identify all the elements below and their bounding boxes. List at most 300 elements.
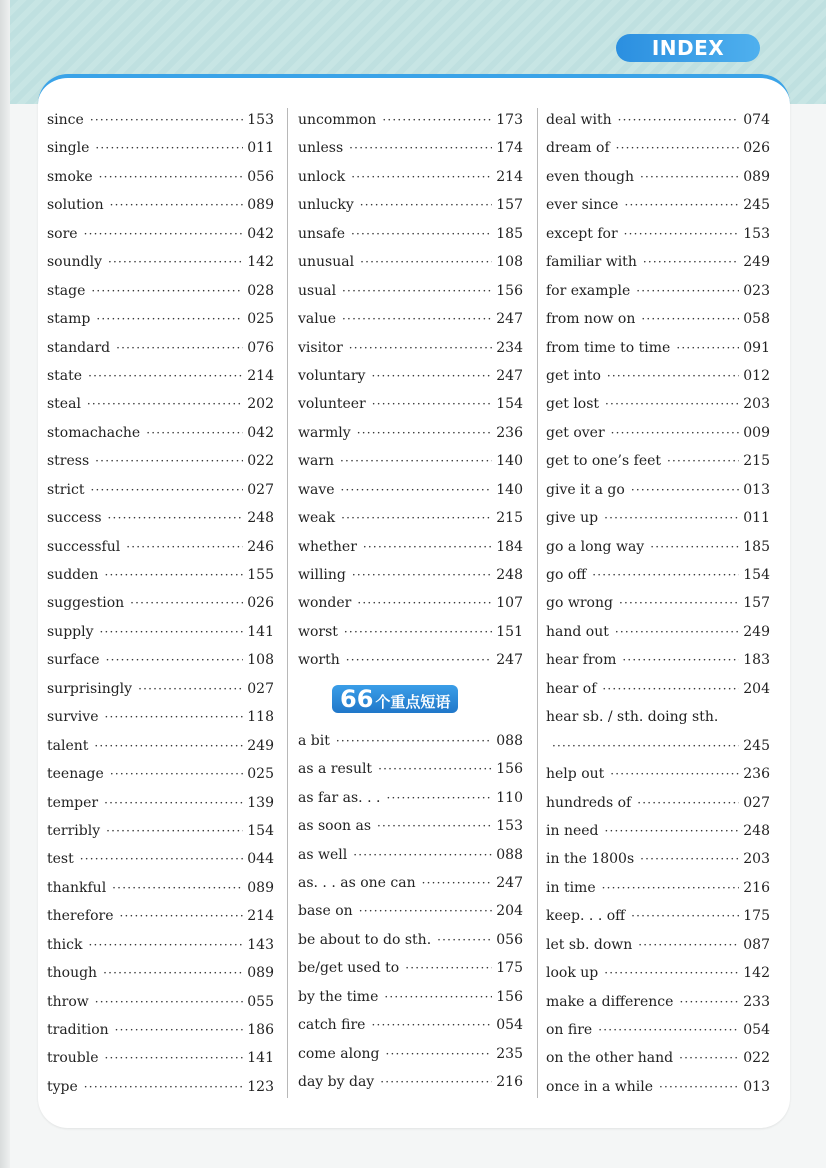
index-entry xyxy=(47,675,274,703)
word-list xyxy=(298,106,523,675)
entry-page: 156 xyxy=(496,761,523,778)
entry-page: 055 xyxy=(247,993,274,1010)
index-entry xyxy=(546,277,770,305)
entry-term: surprisingly xyxy=(47,680,133,697)
index-entry xyxy=(47,732,274,760)
phrase-section-header xyxy=(298,675,523,727)
leader-dots xyxy=(342,277,492,305)
leader-dots xyxy=(84,1073,243,1101)
leader-dots xyxy=(640,845,739,873)
entry-term: though xyxy=(47,965,98,982)
index-entry xyxy=(298,419,523,447)
leader-dots xyxy=(386,784,492,812)
entry-page: 091 xyxy=(743,339,770,356)
entry-page: 248 xyxy=(496,567,523,583)
leader-dots xyxy=(631,902,739,930)
leader-dots xyxy=(90,106,243,134)
entry-term: success xyxy=(47,510,102,527)
index-entry xyxy=(298,561,523,589)
index-column-2 xyxy=(298,106,523,1096)
leader-dots xyxy=(659,1073,739,1101)
entry-page: 012 xyxy=(743,367,770,384)
leader-dots xyxy=(641,305,739,333)
index-column-1 xyxy=(47,106,274,1101)
leader-dots xyxy=(108,504,244,532)
leader-dots xyxy=(106,646,244,674)
entry-page: 089 xyxy=(743,168,770,185)
leader-dots xyxy=(349,134,492,162)
entry-term: hear from xyxy=(546,652,617,669)
leader-dots xyxy=(352,561,492,589)
entry-page: 175 xyxy=(743,908,770,925)
leader-dots xyxy=(616,134,740,162)
entry-term: therefore xyxy=(47,908,114,925)
entry-term: hundreds of xyxy=(546,794,632,811)
index-entry xyxy=(298,106,523,134)
leader-dots xyxy=(667,447,739,475)
index-entry xyxy=(47,191,274,219)
entry-page: 216 xyxy=(743,879,770,896)
entry-term: hand out xyxy=(546,623,609,640)
leader-dots xyxy=(80,845,244,873)
entry-page: 156 xyxy=(496,282,523,299)
entry-term: even though xyxy=(546,168,635,185)
leader-dots xyxy=(650,533,739,561)
entry-term: on fire xyxy=(546,1022,593,1038)
entry-page: 074 xyxy=(743,112,770,128)
leader-dots xyxy=(640,163,739,191)
leader-dots xyxy=(95,134,243,162)
entry-term: unsafe xyxy=(298,225,346,242)
entry-page: 236 xyxy=(743,766,770,783)
entry-term: supply xyxy=(47,623,94,640)
entry-term: get into xyxy=(546,367,601,384)
index-entry xyxy=(546,789,770,817)
leader-dots xyxy=(380,1068,492,1096)
index-entry xyxy=(298,134,523,162)
entry-page: 248 xyxy=(247,510,274,527)
entry-page: 246 xyxy=(247,538,274,555)
index-entry xyxy=(47,845,274,873)
column-divider xyxy=(537,108,538,1098)
entry-term: sudden xyxy=(47,567,99,583)
entry-page: 009 xyxy=(743,424,770,441)
index-entry xyxy=(298,163,523,191)
entry-term: warn xyxy=(298,453,335,470)
leader-dots xyxy=(384,983,492,1011)
leader-dots xyxy=(357,419,493,447)
entry-term: stress xyxy=(47,453,90,470)
entry-term: as far as. . . xyxy=(298,789,381,806)
entry-term: talent xyxy=(47,737,89,754)
entry-term: as soon as xyxy=(298,818,372,835)
entry-page: 076 xyxy=(247,339,274,356)
index-entry xyxy=(47,248,274,276)
entry-page: 042 xyxy=(247,225,274,242)
index-entry xyxy=(546,248,770,276)
leader-dots xyxy=(618,106,740,134)
entry-term: be about to do sth. xyxy=(298,931,432,948)
entry-page: 042 xyxy=(247,424,274,441)
entry-term: go a long way xyxy=(546,538,645,555)
leader-dots xyxy=(351,220,492,248)
entry-page: 214 xyxy=(496,168,523,185)
entry-term: from now on xyxy=(546,311,636,328)
leader-dots xyxy=(342,305,492,333)
index-entry xyxy=(298,533,523,561)
entry-term: since xyxy=(47,112,84,128)
index-entry xyxy=(47,419,274,447)
leader-dots xyxy=(405,954,492,982)
index-entry xyxy=(47,760,274,788)
entry-page: 203 xyxy=(743,396,770,413)
entry-term: go off xyxy=(546,567,587,583)
entry-page: 141 xyxy=(247,1050,274,1067)
entry-term: help out xyxy=(546,766,605,783)
entry-page: 108 xyxy=(496,254,523,271)
index-entry xyxy=(47,1073,274,1101)
index-entry xyxy=(546,191,770,219)
leader-dots xyxy=(341,504,492,532)
index-entry xyxy=(47,134,274,162)
index-entry xyxy=(47,1016,274,1044)
leader-dots xyxy=(422,869,493,897)
entry-term: catch fire xyxy=(298,1017,366,1034)
index-entry xyxy=(546,504,770,532)
entry-term: unlucky xyxy=(298,197,354,214)
entry-term: standard xyxy=(47,339,111,356)
entry-page: 022 xyxy=(247,453,274,470)
entry-page: 153 xyxy=(247,112,274,128)
entry-term: from time to time xyxy=(546,339,671,356)
phrase-list xyxy=(546,106,770,703)
index-entry xyxy=(298,841,523,869)
entry-term: once in a while xyxy=(546,1078,654,1095)
entry-term: keep. . . off xyxy=(546,908,626,925)
entry-page: 056 xyxy=(496,931,523,948)
leader-dots xyxy=(95,988,244,1016)
index-entry xyxy=(47,789,274,817)
entry-term: whether xyxy=(298,538,357,555)
index-entry xyxy=(298,1040,523,1068)
leader-dots xyxy=(112,874,243,902)
leader-dots xyxy=(604,504,739,532)
index-entry xyxy=(298,589,523,617)
index-entry xyxy=(298,191,523,219)
leader-dots xyxy=(146,419,243,447)
leader-dots xyxy=(105,1044,244,1072)
entry-page: 236 xyxy=(496,424,523,441)
entry-page: 025 xyxy=(247,766,274,783)
entry-page: 185 xyxy=(496,225,523,242)
index-entry xyxy=(47,646,274,674)
entry-page: 184 xyxy=(496,538,523,555)
entry-term: on the other hand xyxy=(546,1050,674,1067)
entry-term: successful xyxy=(47,538,121,555)
index-entry xyxy=(546,305,770,333)
index-entry xyxy=(298,220,523,248)
entry-page: 027 xyxy=(247,481,274,498)
leader-dots xyxy=(602,874,740,902)
entry-term: terribly xyxy=(47,822,101,839)
phrase-list xyxy=(546,760,770,1101)
entry-page: 027 xyxy=(247,680,274,697)
index-entry xyxy=(546,845,770,873)
leader-dots xyxy=(598,1016,739,1044)
entry-term: throw xyxy=(47,993,89,1010)
phrase-heading-badge xyxy=(332,685,458,713)
leader-dots xyxy=(346,646,493,674)
entry-page: 087 xyxy=(743,936,770,953)
leader-dots xyxy=(605,817,740,845)
index-entry xyxy=(298,926,523,954)
leader-dots xyxy=(95,447,243,475)
leader-dots xyxy=(351,163,492,191)
index-entry xyxy=(47,305,274,333)
index-entry xyxy=(546,618,770,646)
entry-page: 142 xyxy=(743,965,770,982)
phrase-heading-text: 个重点短语 xyxy=(375,692,451,711)
index-entry xyxy=(546,646,770,674)
index-entry xyxy=(546,134,770,162)
entry-term: teenage xyxy=(47,766,104,783)
index-entry xyxy=(47,589,274,617)
leader-dots xyxy=(377,812,492,840)
leader-dots xyxy=(115,1016,244,1044)
entry-term: voluntary xyxy=(298,367,366,384)
entry-page: 202 xyxy=(247,396,274,413)
leader-dots xyxy=(363,533,492,561)
index-entry xyxy=(47,902,274,930)
entry-page: 203 xyxy=(743,851,770,868)
entry-term: thankful xyxy=(47,879,107,896)
index-entry xyxy=(47,390,274,418)
entry-term: trouble xyxy=(47,1050,99,1067)
entry-term: hear sb. / sth. doing sth. xyxy=(546,709,719,726)
entry-term: unlock xyxy=(298,168,346,185)
phrase-list xyxy=(298,727,523,1097)
index-entry xyxy=(298,897,523,925)
index-entry xyxy=(47,931,274,959)
entry-term: steal xyxy=(47,396,81,413)
entry-term: stomachache xyxy=(47,424,141,441)
entry-term: give up xyxy=(546,510,599,527)
entry-page: 214 xyxy=(247,367,274,384)
page-edge xyxy=(0,0,10,1168)
leader-dots xyxy=(607,362,739,390)
entry-term: a bit xyxy=(298,732,330,749)
entry-page: 215 xyxy=(743,453,770,470)
leader-dots xyxy=(336,727,492,755)
leader-dots xyxy=(636,277,739,305)
entry-page: 058 xyxy=(743,311,770,328)
index-entry xyxy=(298,334,523,362)
index-entry xyxy=(298,390,523,418)
entry-page: 174 xyxy=(496,140,523,157)
leader-dots xyxy=(104,703,243,731)
index-entry xyxy=(546,1016,770,1044)
entry-page: 026 xyxy=(247,595,274,612)
entry-term: state xyxy=(47,367,83,384)
leader-dots xyxy=(130,589,243,617)
leader-dots xyxy=(624,220,740,248)
index-entry xyxy=(47,447,274,475)
leader-dots xyxy=(631,476,739,504)
entry-term: ever since xyxy=(546,197,619,214)
entry-page: 247 xyxy=(496,311,523,328)
entry-page: 204 xyxy=(743,680,770,697)
index-entry xyxy=(546,988,770,1016)
entry-page: 027 xyxy=(743,794,770,811)
entry-term: hear of xyxy=(546,680,597,697)
entry-page: 183 xyxy=(743,652,770,669)
entry-term: as. . . as one can xyxy=(298,874,416,891)
leader-dots xyxy=(344,618,492,646)
leader-dots xyxy=(592,561,739,589)
index-entry xyxy=(47,959,274,987)
leader-dots xyxy=(349,334,492,362)
entry-term: usual xyxy=(298,282,337,299)
entry-term: give it a go xyxy=(546,481,625,498)
index-entry xyxy=(47,1044,274,1072)
entry-term: survive xyxy=(47,709,99,726)
entry-term: uncommon xyxy=(298,112,377,128)
entry-page: 234 xyxy=(496,339,523,356)
index-entry xyxy=(298,1011,523,1039)
entry-term: type xyxy=(47,1078,78,1095)
entry-term: soundly xyxy=(47,254,102,271)
entry-page: 247 xyxy=(496,652,523,669)
entry-page: 123 xyxy=(247,1078,274,1095)
index-entry xyxy=(298,1068,523,1096)
leader-dots xyxy=(88,362,243,390)
entry-term: for example xyxy=(546,282,631,299)
entry-page: 044 xyxy=(247,851,274,868)
leader-dots xyxy=(360,191,493,219)
entry-page: 088 xyxy=(496,732,523,749)
leader-dots xyxy=(622,646,739,674)
entry-page: 153 xyxy=(743,225,770,242)
entry-term: go wrong xyxy=(546,595,613,612)
leader-dots xyxy=(679,988,739,1016)
index-entry xyxy=(47,106,274,134)
leader-dots xyxy=(90,476,243,504)
index-entry-continuation xyxy=(546,732,770,760)
entry-term: temper xyxy=(47,794,99,811)
leader-dots xyxy=(108,248,243,276)
leader-dots xyxy=(437,926,492,954)
leader-dots xyxy=(88,931,243,959)
entry-page: 214 xyxy=(247,908,274,925)
entry-term: test xyxy=(47,851,74,868)
leader-dots xyxy=(637,789,739,817)
index-entry xyxy=(546,817,770,845)
index-entry xyxy=(47,220,274,248)
index-entry xyxy=(546,959,770,987)
entry-page: 013 xyxy=(743,481,770,498)
index-entry xyxy=(546,589,770,617)
index-entry xyxy=(298,784,523,812)
leader-dots xyxy=(602,675,739,703)
leader-dots xyxy=(611,419,740,447)
leader-dots xyxy=(84,220,244,248)
index-entry xyxy=(298,362,523,390)
leader-dots xyxy=(357,589,492,617)
entry-term: deal with xyxy=(546,112,612,128)
entry-term: day by day xyxy=(298,1074,375,1090)
entry-term: in need xyxy=(546,822,599,839)
index-entry xyxy=(298,646,523,674)
index-entry xyxy=(47,362,274,390)
index-entry xyxy=(298,504,523,532)
leader-dots xyxy=(116,334,243,362)
leader-dots xyxy=(353,841,492,869)
index-entry xyxy=(298,447,523,475)
entry-term: willing xyxy=(298,567,346,583)
entry-page: 026 xyxy=(743,140,770,157)
leader-dots xyxy=(371,1011,492,1039)
index-entry xyxy=(298,618,523,646)
index-column-3 xyxy=(546,106,770,1101)
entry-term: warmly xyxy=(298,424,351,441)
entry-page: 151 xyxy=(496,623,523,640)
index-entry xyxy=(47,988,274,1016)
index-entry xyxy=(47,561,274,589)
entry-term: tradition xyxy=(47,1022,109,1038)
entry-page: 089 xyxy=(247,965,274,982)
entry-page: 154 xyxy=(247,822,274,839)
leader-dots xyxy=(624,191,739,219)
index-entry xyxy=(546,561,770,589)
leader-dots xyxy=(110,191,244,219)
entry-term: base on xyxy=(298,903,353,920)
entry-page: 216 xyxy=(496,1074,523,1090)
entry-page: 028 xyxy=(247,282,274,299)
column-divider xyxy=(287,108,288,1098)
leader-dots xyxy=(679,1044,739,1072)
entry-term: as a result xyxy=(298,761,373,778)
index-entry xyxy=(47,163,274,191)
index-entry xyxy=(47,334,274,362)
entry-page: 186 xyxy=(247,1022,274,1038)
entry-page: 185 xyxy=(743,538,770,555)
entry-page: 056 xyxy=(247,168,274,185)
leader-dots xyxy=(610,760,739,788)
index-entry xyxy=(298,812,523,840)
index-entry xyxy=(546,902,770,930)
leader-dots xyxy=(341,476,493,504)
entry-term: get to one’s feet xyxy=(546,453,662,470)
entry-page: 245 xyxy=(743,197,770,214)
entry-page: 249 xyxy=(743,254,770,271)
entry-page: 215 xyxy=(496,510,523,527)
leader-dots xyxy=(87,390,243,418)
index-entry xyxy=(298,248,523,276)
entry-term: wonder xyxy=(298,595,352,612)
index-entry xyxy=(47,618,274,646)
entry-page: 089 xyxy=(247,197,274,214)
index-entry xyxy=(546,760,770,788)
entry-page: 247 xyxy=(496,367,523,384)
leader-dots xyxy=(99,163,244,191)
entry-term: dream of xyxy=(546,140,610,157)
index-entry xyxy=(546,390,770,418)
entry-term: stamp xyxy=(47,311,91,328)
leader-dots xyxy=(110,760,243,788)
entry-page: 248 xyxy=(743,822,770,839)
index-entry xyxy=(47,874,274,902)
entry-term: except for xyxy=(546,225,618,242)
